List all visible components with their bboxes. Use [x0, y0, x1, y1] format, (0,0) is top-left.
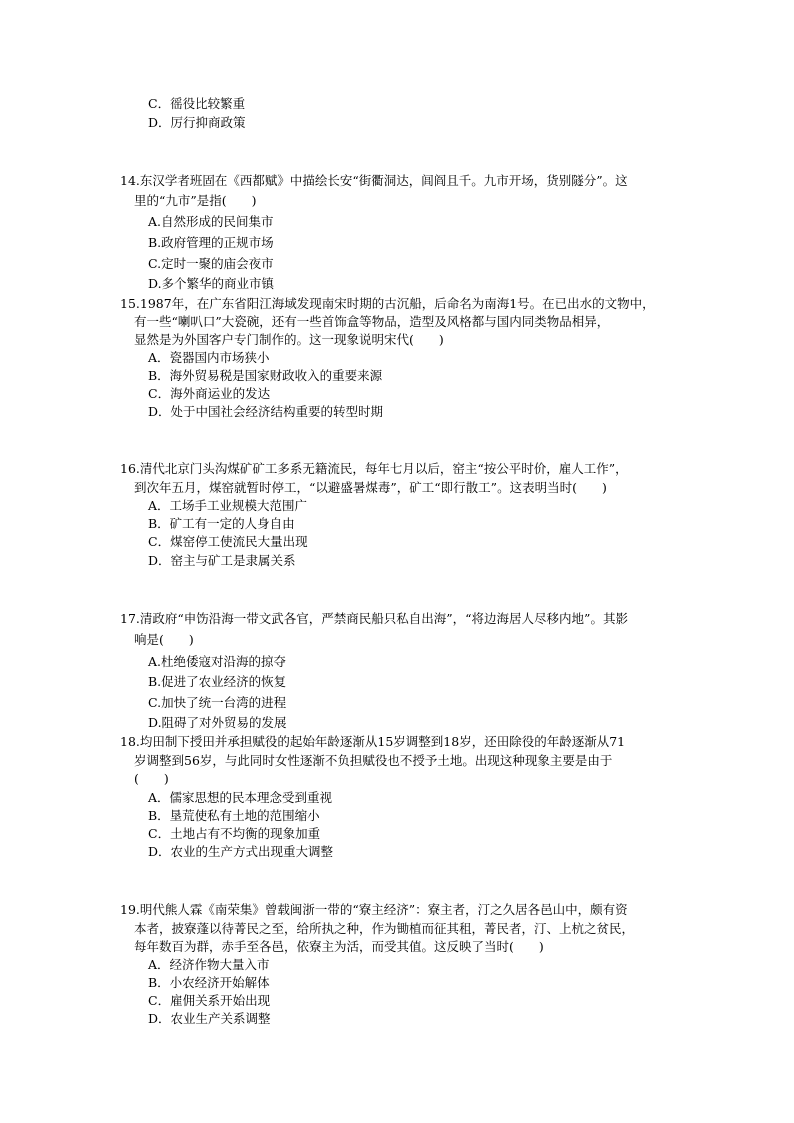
q14-stem-line1: 14.东汉学者班固在《西都赋》中描绘长安“街衢洞达，闾阎且千。九市开场，货别隧分”。这 — [120, 173, 628, 188]
q15-option-d: D．处于中国社会经济结构重要的转型时期 — [148, 404, 384, 419]
q18-option-a: A．儒家思想的民本理念受到重视 — [148, 790, 333, 805]
q14-option-b: B.政府管理的正规市场 — [148, 235, 274, 250]
q16-stem-line1: 16.清代北京门头沟煤矿矿工多系无籍流民，每年七月以后，窑主“按公平时价，雇人工作”， — [120, 461, 628, 476]
q19-option-b: B．小农经济开始解体 — [148, 975, 270, 990]
q13-option-c: C．徭役比较繁重 — [148, 96, 246, 111]
q17-option-a: A.杜绝倭寇对沿海的掠夺 — [148, 654, 287, 669]
q18-option-b: B．垦荒使私有土地的范围缩小 — [148, 808, 320, 823]
q14-stem-line2: 里的“九市”是指( ) — [134, 193, 257, 208]
q16-option-d: D．窑主与矿工是隶属关系 — [148, 553, 296, 568]
q17-option-d: D.阻碍了对外贸易的发展 — [148, 715, 287, 730]
q16-stem-line2: 到次年五月，煤窑就暂时停工，“以避盛暑煤毒”，矿工“即行散工”。这表明当时( ) — [134, 480, 607, 495]
q17-option-b: B.促进了农业经济的恢复 — [148, 674, 287, 689]
q19-option-a: A．经济作物大量入市 — [148, 957, 270, 972]
q18-stem-line3: ( ) — [134, 771, 169, 786]
q14-option-c: C.定时一聚的庙会夜市 — [148, 256, 274, 271]
q15-stem-line3: 显然是为外国客户专门制作的。这一现象说明宋代( ) — [134, 332, 444, 347]
q17-option-c: C.加快了统一台湾的进程 — [148, 695, 287, 710]
q13-option-d: D．厉行抑商政策 — [148, 115, 246, 130]
q19-option-c: C．雇佣关系开始出现 — [148, 993, 271, 1008]
q15-stem-line1: 15.1987年，在广东省阳江海域发现南宋时期的古沉船，后命名为南海1号。在已出水的文物中， — [120, 296, 655, 311]
q19-stem-line3: 每年数百为群，赤手至各邑，依寮主为活，而受其值。这反映了当时( ) — [134, 939, 544, 954]
q18-option-c: C．土地占有不均衡的现象加重 — [148, 826, 321, 841]
q16-option-c: C．煤窑停工使流民大量出现 — [148, 534, 308, 549]
q18-option-d: D．农业的生产方式出现重大调整 — [148, 844, 334, 859]
q15-option-a: A．瓷器国内市场狭小 — [148, 350, 270, 365]
q16-option-a: A．工场手工业规模大范围广 — [148, 498, 308, 513]
q15-stem-line2: 有一些“喇叭口”大瓷碗，还有一些首饰盒等物品，造型及风格都与国内同类物品相异， — [134, 314, 610, 329]
q17-stem-line1: 17.清政府“申饬沿海一带文武各官，严禁商民船只私自出海”，“将边海居人尽移内地”。其影 — [120, 611, 628, 626]
q14-option-a: A.自然形成的民间集市 — [148, 214, 274, 229]
q19-stem-line1: 19.明代熊人霖《南荣集》曾载闽浙一带的“寮主经济”：寮主者，汀之久居各邑山中，颇有资 — [120, 902, 628, 917]
q15-option-b: B．海外贸易税是国家财政收入的重要来源 — [148, 368, 383, 383]
q15-option-c: C．海外商运业的发达 — [148, 386, 271, 401]
q18-stem-line2: 岁调整到56岁，与此同时女性逐渐不负担赋役也不授予土地。出现这种现象主要是由于 — [134, 753, 613, 768]
q16-option-b: B．矿工有一定的人身自由 — [148, 516, 295, 531]
q19-option-d: D．农业生产关系调整 — [148, 1011, 271, 1026]
q17-stem-line2: 响是( ) — [134, 632, 194, 647]
q18-stem-line1: 18.均田制下授田并承担赋役的起始年龄逐渐从15岁调整到18岁，还田除役的年龄逐渐从71 — [120, 734, 626, 749]
q19-stem-line2: 本者，披寮蓬以待菁民之至，给所执之种，作为锄植而征其租，菁民者，汀、上杭之贫民， — [134, 921, 635, 936]
q14-option-d: D.多个繁华的商业市镇 — [148, 276, 275, 291]
